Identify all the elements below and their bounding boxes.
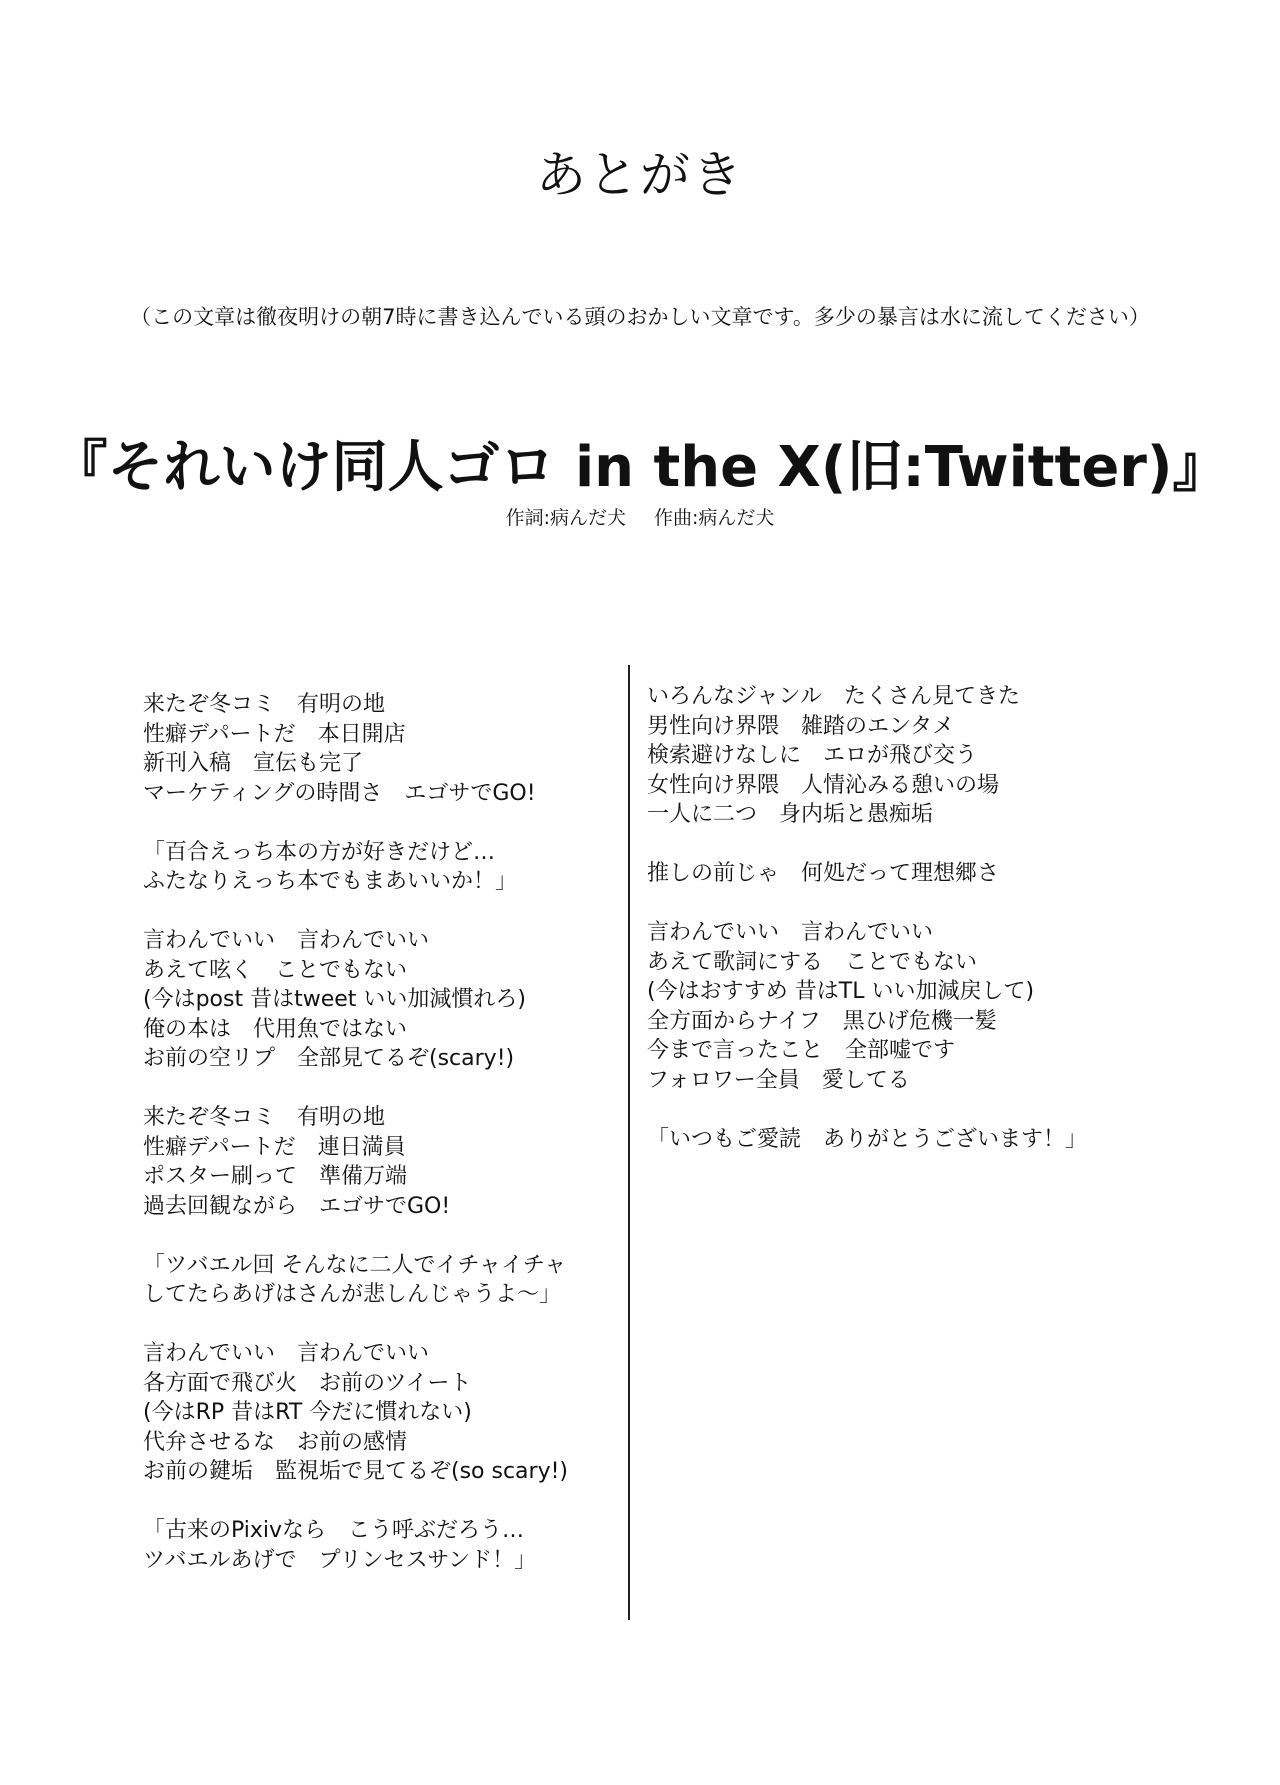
lyric-line: ふたなりえっち本でもまあいいか！」	[143, 869, 518, 894]
lyric-line: 言わんでいい 言わんでいい	[647, 920, 934, 945]
lyric-line: 各方面で飛び火 お前のツイート	[143, 1370, 472, 1396]
column-divider	[628, 665, 630, 1620]
stanza	[143, 1251, 613, 1310]
lyric-line: 今まで言ったこと 全部嘘です	[647, 1038, 956, 1063]
stanza	[647, 918, 1167, 1095]
music-credit: 作曲:病んだ犬	[654, 507, 775, 529]
lyric-line: 「百合えっち本の方が好きだけど…	[143, 839, 496, 865]
lyric-line: 過去回観ながら エゴサでGO!	[143, 1193, 451, 1219]
lyric-line: 男性向け界隈 雑踏のエンタメ	[647, 713, 955, 739]
lyric-line: 代弁させるな お前の感情	[143, 1429, 408, 1455]
lyric-line: 新刊入稿 宣伝も完了	[143, 751, 364, 776]
lyric-line: 性癖デパートだ 連日満員	[143, 1134, 406, 1160]
lyric-line: お前の鍵垢 監視垢で見てるぞ(so scary!)	[143, 1459, 569, 1484]
lyric-line: 「ツバエル回 そんなに二人でイチャイチャ	[143, 1252, 567, 1278]
lyric-line: (今はおすすめ 昔はTL いい加減戻して)	[647, 979, 1035, 1004]
lyric-line: お前の空リプ 全部見てるぞ(scary!)	[143, 1046, 515, 1071]
lyric-line: (今はpost 昔はtweet いい加減慣れろ)	[143, 987, 526, 1012]
lyric-line: 一人に二つ 身内垢と愚痴垢	[647, 802, 934, 827]
lyric-line: 推しの前じゃ 何処だって理想郷さ	[647, 861, 1000, 886]
lyric-line: 女性向け界隈 人情沁みる憩いの場	[647, 772, 1000, 798]
stanza	[647, 1125, 1167, 1155]
lyric-line: 性癖デパートだ 本日開店	[143, 721, 406, 747]
stanza	[143, 838, 613, 897]
lyric-line: いろんなジャンル たくさん見てきた	[647, 684, 1021, 709]
stanza	[143, 926, 613, 1074]
lyric-line: 「いつもご愛読 ありがとうございます！」	[647, 1126, 1088, 1152]
lyric-line: 言わんでいい 言わんでいい	[143, 1341, 430, 1366]
lyric-line: マーケティングの時間さ エゴサでGO!	[143, 780, 536, 806]
lyric-line: 俺の本は 代用魚ではない	[143, 1016, 408, 1042]
page-title: あとがき	[536, 146, 744, 204]
lyric-line: あえて呟く ことでもない	[143, 957, 408, 983]
lyric-line: (今はRP 昔はRT 今だに慣れない)	[143, 1400, 472, 1425]
stanza	[143, 1339, 613, 1487]
lyric-line: 言わんでいい 言わんでいい	[143, 928, 430, 953]
lyric-line: 「古来のPixivなら こう呼ぶだろう…	[143, 1518, 525, 1543]
stanza	[647, 859, 1167, 889]
song-credits	[0, 509, 1280, 528]
stanza	[647, 682, 1167, 830]
song-title: 『それいけ同人ゴロ in the X(旧:Twitter)』	[51, 435, 1229, 500]
lyric-line: 来たぞ冬コミ 有明の地	[143, 692, 386, 717]
lyrics-right-column	[647, 682, 1167, 1184]
lyrics-left-column	[143, 690, 613, 1605]
lyric-line: 全方面からナイフ 黒ひげ危機一髪	[647, 1008, 997, 1034]
lyric-line: ツバエルあげで プリンセスサンド！」	[143, 1547, 537, 1573]
stanza	[143, 1103, 613, 1221]
lyrics-credit: 作詞:病んだ犬	[505, 507, 626, 529]
lyric-line: 来たぞ冬コミ 有明の地	[143, 1105, 386, 1130]
lyric-line: あえて歌詞にする ことでもない	[647, 949, 978, 975]
lyric-line: してたらあげはさんが悲しんじゃうよ〜」	[143, 1282, 562, 1307]
stanza	[143, 690, 613, 808]
stanza	[143, 1516, 613, 1575]
lyric-line: ポスター刷って 準備万端	[143, 1164, 408, 1189]
lyric-line: 検索避けなしに エロが飛び交う	[647, 743, 978, 768]
lyric-line: フォロワー全員 愛してる	[647, 1067, 910, 1093]
author-note: （この文章は徹夜明けの朝7時に書き込んでいる頭のおかしい文章です。多少の暴言は水に流してください）	[130, 305, 1150, 329]
